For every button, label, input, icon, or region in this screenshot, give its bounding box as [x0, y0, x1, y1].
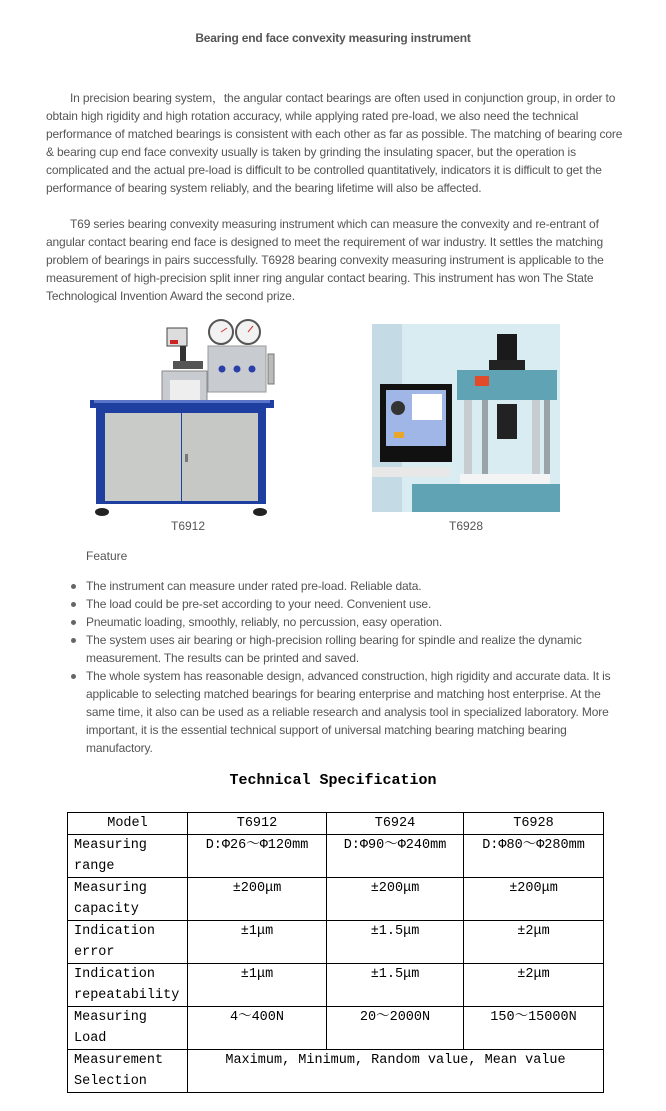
- feature-item: [70, 631, 630, 667]
- row-label: Measuring Load: [68, 1007, 188, 1050]
- t6928-caption: T6928: [448, 519, 484, 533]
- header-cell-t6928: T6928: [464, 813, 604, 835]
- cell-value: ±200μm: [327, 878, 464, 921]
- feature-item: [70, 613, 630, 631]
- feature-item: [70, 595, 630, 613]
- spec-title: Technical Specification: [229, 772, 437, 789]
- cell-value: 4～400N: [188, 1007, 327, 1050]
- cell-value: ±200μm: [188, 878, 327, 921]
- intro-paragraph-2-text: T69 series bearing convexity measuring instrument which can measure the convexity and re-entrant of angular contact bearing end face is designed to meet the requirement of war industry. It settles the matching problem of bearings in pairs successfully. T6928 bearing convexity measuring instrument is applicable to the measurement of high-precision split inner ring angular contact bearing. This instrument has won The State Technological Invention Award the second prize.: [46, 217, 604, 303]
- t6912-caption: T6912: [170, 519, 206, 533]
- table-row: [68, 878, 604, 921]
- feature-item-text: The system uses air bearing or high-precision rolling bearing for spindle and realize the dynamic measurement. The results can be printed and saved.: [86, 633, 582, 665]
- cell-value: 150～15000N: [464, 1007, 604, 1050]
- row-label: Measuring range: [68, 835, 188, 878]
- bullet-icon: [71, 584, 76, 589]
- spec-header-row: [68, 813, 604, 835]
- t6912-machine-image: [88, 316, 278, 520]
- header-cell-t6912: T6912: [188, 813, 327, 835]
- row-label: Indication error: [68, 921, 188, 964]
- cell-value: D:Φ80～Φ280mm: [464, 835, 604, 878]
- bullet-icon: [71, 674, 76, 679]
- cell-value: ±200μm: [464, 878, 604, 921]
- feature-item: [70, 577, 630, 595]
- intro-paragraph-1: [46, 89, 626, 197]
- t6928-machine-image: [372, 324, 560, 512]
- table-row: [68, 1007, 604, 1050]
- cell-value: D:Φ26～Φ120mm: [188, 835, 327, 878]
- cell-value: D:Φ90～Φ240mm: [327, 835, 464, 878]
- table-row: [68, 921, 604, 964]
- cell-value: 20～2000N: [327, 1007, 464, 1050]
- cell-value: ±2μm: [464, 921, 604, 964]
- row-label: Measuring capacity: [68, 878, 188, 921]
- intro-paragraph-1-text: In precision bearing system，the angular contact bearings are often used in conjunction group, in order to obtain high rigidity and high rotation accuracy, while applying rated pre-load, we also need the technical performance of matched bearings is consistent with each other as far as possible. The matching of bearing core & bearing cup end face convexity usually is taken by grinding the insulating spacer, but the operation is complicated and the actual pre-load is difficult to be controlled quantitatively, indicators it is difficult to get the performance of bearing system reliably, and the bearing lifetime will also be affected.: [46, 91, 623, 195]
- feature-item-text: Pneumatic loading, smoothly, reliably, no percussion, easy operation.: [86, 615, 443, 629]
- bullet-icon: [71, 620, 76, 625]
- header-cell-model: Model: [68, 813, 188, 835]
- row-label: Measurement Selection: [68, 1050, 188, 1093]
- table-row: [68, 964, 604, 1007]
- spec-table: [67, 812, 604, 1093]
- cell-value: ±1.5μm: [327, 964, 464, 1007]
- header-cell-t6924: T6924: [327, 813, 464, 835]
- bullet-icon: [71, 602, 76, 607]
- table-row: [68, 835, 604, 878]
- bullet-icon: [71, 638, 76, 643]
- cell-value-merged: Maximum, Minimum, Random value, Mean value: [188, 1050, 604, 1093]
- t6912-photo: [88, 316, 278, 520]
- t6928-photo: [372, 324, 560, 512]
- cell-value: ±1.5μm: [327, 921, 464, 964]
- cell-value: ±1μm: [188, 964, 327, 1007]
- feature-item: [70, 667, 630, 757]
- feature-item-text: The load could be pre-set according to your need. Convenient use.: [86, 597, 432, 611]
- page-title: Bearing end face convexity measuring instrument: [195, 31, 471, 45]
- row-label: Indication repeatability: [68, 964, 188, 1007]
- intro-paragraph-2: [46, 215, 626, 305]
- cell-value: ±1μm: [188, 921, 327, 964]
- feature-heading: Feature: [86, 549, 128, 563]
- cell-value: ±2μm: [464, 964, 604, 1007]
- feature-list: [70, 577, 630, 757]
- feature-item-text: The instrument can measure under rated pre-load. Reliable data.: [86, 579, 422, 593]
- feature-item-text: The whole system has reasonable design, advanced construction, high rigidity and accurate data. It is applicable to selecting matched bearings for bearing enterprise and matching host enterprise. At the same time, it also can be used as a reliable research and analysis tool in specialized laboratory. More important, it is the essential technical support of universal matching bearing matching bearing manufactory.: [86, 669, 611, 755]
- table-row: [68, 1050, 604, 1093]
